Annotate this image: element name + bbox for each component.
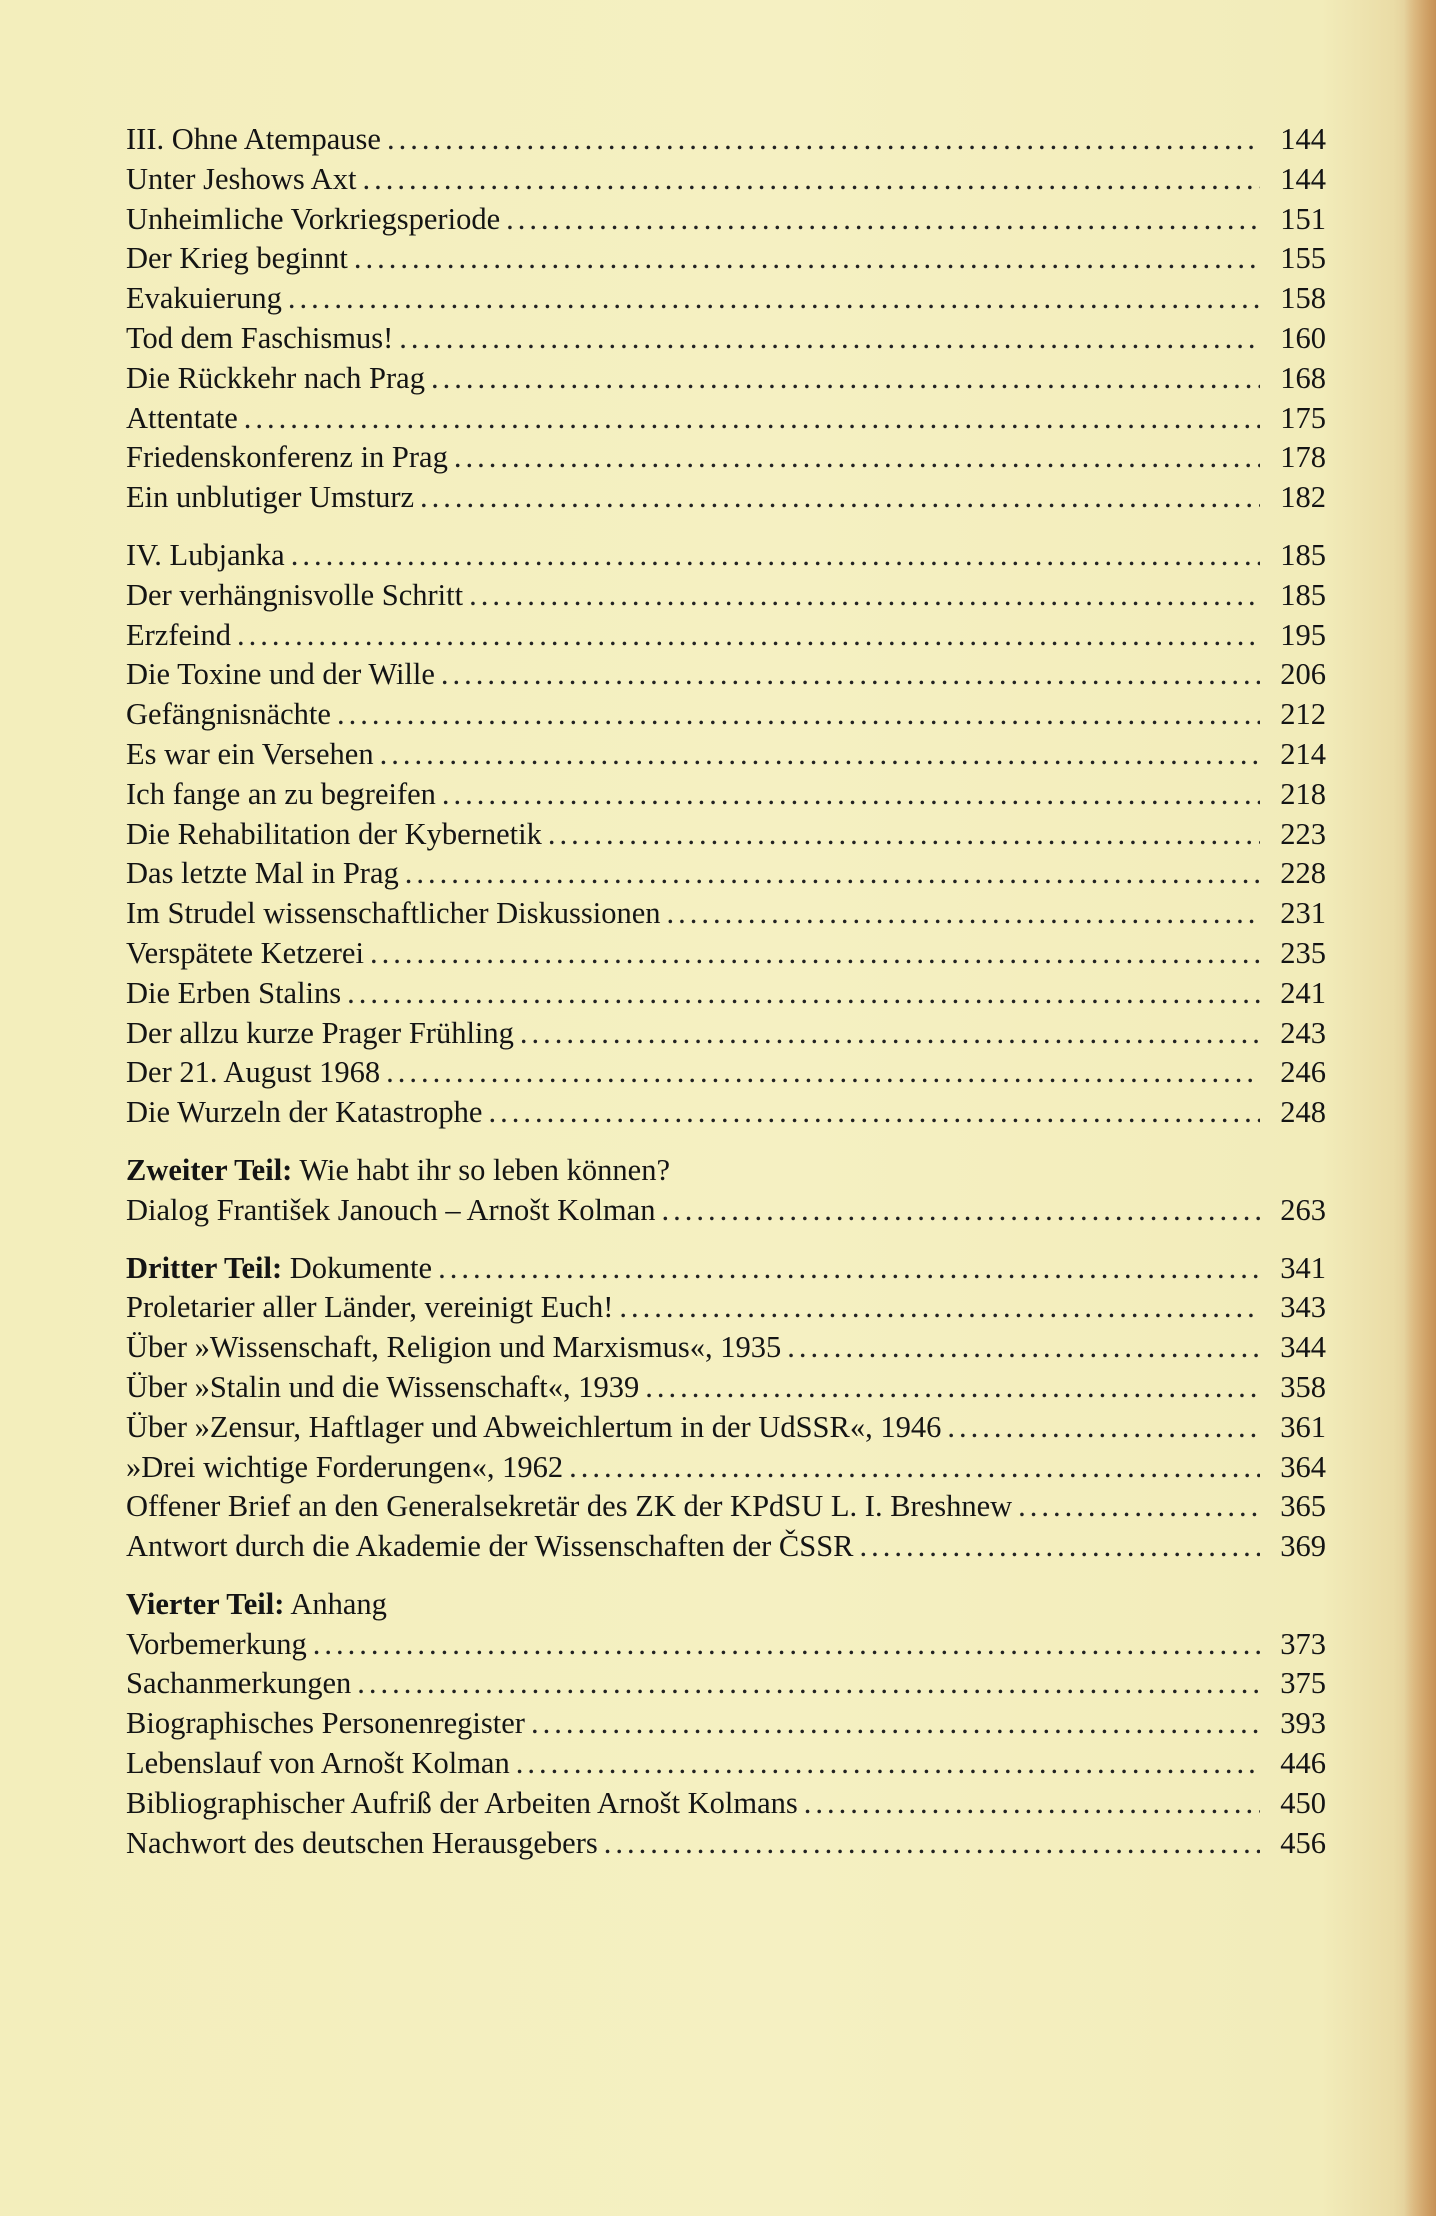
entry-text: Wie habt ihr so leben können? — [299, 1152, 670, 1187]
dot-leader — [454, 438, 1260, 478]
dot-leader — [237, 616, 1260, 656]
dot-leader — [357, 1664, 1260, 1704]
toc-entry — [126, 894, 1326, 934]
toc-entry-title — [126, 1408, 947, 1448]
toc-entry-title — [126, 1744, 516, 1784]
toc-entry — [126, 1328, 1326, 1368]
toc-entry-title — [126, 478, 420, 518]
page-number: 168 — [1280, 360, 1326, 395]
toc-entry — [126, 934, 1326, 974]
toc-entry-title — [126, 655, 441, 695]
toc-entry-title — [126, 735, 380, 775]
toc-entry-title — [126, 200, 506, 240]
page-number: 344 — [1280, 1330, 1326, 1365]
toc-entry-title — [126, 894, 667, 934]
entry-text: Das letzte Mal in Prag — [126, 856, 399, 891]
page-number: 358 — [1280, 1369, 1326, 1404]
entry-text: Es war ein Versehen — [126, 736, 374, 771]
toc-entry — [126, 1053, 1326, 1093]
entry-text: Über »Wissenschaft, Religion und Marxismus«, 1935 — [126, 1330, 782, 1365]
dot-leader — [420, 478, 1260, 518]
entry-text: Im Strudel wissenschaftlicher Diskussionen — [126, 896, 661, 931]
toc-entry — [126, 536, 1326, 576]
toc-entry-title — [126, 576, 469, 616]
page-number: 393 — [1280, 1706, 1326, 1741]
toc-entry-title — [126, 1704, 531, 1744]
toc-entry-title — [126, 536, 291, 576]
toc-entry-title — [126, 775, 442, 815]
toc-entry — [126, 1408, 1326, 1448]
page-number: 175 — [1280, 400, 1326, 435]
page-number: 248 — [1280, 1095, 1326, 1130]
page-number: 231 — [1280, 896, 1326, 931]
dot-leader — [387, 120, 1260, 160]
page-number: 158 — [1280, 281, 1326, 316]
part-label: Vierter Teil: — [126, 1586, 285, 1621]
page-number: 364 — [1280, 1449, 1326, 1484]
page-number: 246 — [1280, 1055, 1326, 1090]
toc-entry — [126, 1093, 1326, 1133]
toc-entry-title — [126, 359, 431, 399]
toc-entry-title — [126, 695, 337, 735]
page-number: 160 — [1280, 320, 1326, 355]
dot-leader — [354, 239, 1260, 279]
page-number: 369 — [1280, 1529, 1326, 1564]
entry-text: III. Ohne Atempause — [126, 122, 381, 156]
toc-entry-title — [126, 239, 354, 279]
toc-entry — [126, 200, 1326, 240]
toc-entry — [126, 120, 1326, 160]
toc-entry-title — [126, 1368, 645, 1408]
toc-entry — [126, 438, 1326, 478]
entry-text: Die Rehabilitation der Kybernetik — [126, 816, 542, 851]
page-number: 144 — [1280, 122, 1326, 156]
toc-entry — [126, 1151, 1326, 1191]
page-number: 375 — [1280, 1666, 1326, 1701]
dot-leader — [548, 815, 1260, 855]
page-number: 185 — [1280, 577, 1326, 612]
toc-entry — [126, 775, 1326, 815]
page-number: 182 — [1280, 480, 1326, 515]
toc-entry — [126, 1784, 1326, 1824]
entry-text: Bibliographischer Aufriß der Arbeiten Arnošt Kolmans — [126, 1785, 798, 1820]
page-number: 178 — [1280, 440, 1326, 475]
page-number: 228 — [1280, 856, 1326, 891]
toc-entry — [126, 1704, 1326, 1744]
page-number: 450 — [1280, 1785, 1326, 1820]
page-number: 185 — [1280, 537, 1326, 572]
entry-text: Unter Jeshows Axt — [126, 161, 357, 196]
toc-entry-title — [126, 974, 347, 1014]
toc-entry-title — [126, 815, 548, 855]
entry-text: Verspätete Ketzerei — [126, 935, 364, 970]
dot-leader — [370, 934, 1260, 974]
entry-text: Proletarier aller Länder, vereinigt Euch! — [126, 1290, 614, 1325]
toc-entry — [126, 616, 1326, 656]
entry-text: Evakuierung — [126, 281, 282, 316]
dot-leader — [469, 576, 1260, 616]
entry-text: Vorbemerkung — [126, 1626, 307, 1661]
toc-entry — [126, 1585, 1326, 1625]
entry-text: Unheimliche Vorkriegsperiode — [126, 201, 501, 236]
entry-text: Die Toxine und der Wille — [126, 657, 435, 692]
dot-leader — [506, 200, 1260, 240]
toc-entry — [126, 319, 1326, 359]
toc-entry-title — [126, 1784, 804, 1824]
page-number: 241 — [1280, 975, 1326, 1010]
dot-leader — [313, 1625, 1260, 1665]
dot-leader — [405, 854, 1260, 894]
toc-entry — [126, 359, 1326, 399]
toc-entry — [126, 1249, 1326, 1289]
entry-text: Biographisches Personenregister — [126, 1706, 525, 1741]
entry-text: Ich fange an zu begreifen — [126, 776, 436, 811]
entry-text: Der allzu kurze Prager Frühling — [126, 1015, 514, 1050]
entry-text: Lebenslauf von Arnošt Kolman — [126, 1746, 510, 1781]
toc-entry-title — [126, 160, 362, 200]
toc-entry-title — [126, 438, 454, 478]
entry-text: Nachwort des deutschen Herausgebers — [126, 1825, 598, 1860]
toc-section — [126, 536, 1326, 1133]
toc-entry-title — [126, 616, 237, 656]
toc-section — [126, 120, 1326, 518]
page-number: 263 — [1280, 1192, 1326, 1227]
toc-entry — [126, 1824, 1326, 1864]
entry-text: Tod dem Faschismus! — [126, 320, 394, 355]
toc-entry — [126, 1527, 1326, 1567]
toc-entry-title — [126, 1625, 313, 1665]
page-number: 223 — [1280, 816, 1326, 851]
toc-entry — [126, 854, 1326, 894]
toc-entry-title — [126, 1328, 787, 1368]
dot-leader — [569, 1448, 1260, 1488]
toc-entry-title — [126, 120, 387, 160]
page-number: 373 — [1280, 1626, 1326, 1661]
toc-entry — [126, 279, 1326, 319]
page-number: 151 — [1280, 201, 1326, 236]
entry-text: Dialog František Janouch – Arnošt Kolman — [126, 1192, 656, 1227]
dot-leader — [947, 1408, 1260, 1448]
page-number: 155 — [1280, 241, 1326, 276]
toc-entry — [126, 239, 1326, 279]
toc-entry — [126, 1744, 1326, 1784]
toc-entry — [126, 695, 1326, 735]
entry-text: Sachanmerkungen — [126, 1666, 352, 1701]
page-number: 144 — [1280, 161, 1326, 196]
page-number: 341 — [1280, 1250, 1326, 1285]
toc-entry — [126, 735, 1326, 775]
table-of-contents — [126, 120, 1326, 1881]
part-label: Zweiter Teil: — [126, 1152, 293, 1187]
page-number: 456 — [1280, 1825, 1326, 1860]
toc-entry-title — [126, 1151, 676, 1191]
toc-entry-title — [126, 1014, 520, 1054]
toc-entry — [126, 1625, 1326, 1665]
dot-leader — [438, 1249, 1260, 1289]
entry-text: »Drei wichtige Forderungen«, 1962 — [126, 1449, 564, 1484]
toc-entry-title — [126, 1585, 393, 1625]
entry-text: Attentate — [126, 400, 238, 435]
toc-entry-title — [126, 1093, 488, 1133]
entry-text: Anhang — [290, 1586, 387, 1621]
entry-text: Friedenskonferenz in Prag — [126, 440, 448, 475]
toc-section — [126, 1585, 1326, 1864]
dot-leader — [386, 1053, 1260, 1093]
page-number: 446 — [1280, 1746, 1326, 1781]
toc-entry — [126, 1368, 1326, 1408]
toc-entry — [126, 1191, 1326, 1231]
dot-leader — [619, 1288, 1260, 1328]
page-number: 214 — [1280, 736, 1326, 771]
page-number: 243 — [1280, 1015, 1326, 1050]
dot-leader — [291, 536, 1260, 576]
toc-entry-title — [126, 399, 244, 439]
page-number: 361 — [1280, 1409, 1326, 1444]
dot-leader — [787, 1328, 1260, 1368]
dot-leader — [804, 1784, 1260, 1824]
dot-leader — [347, 974, 1260, 1014]
toc-entry — [126, 1664, 1326, 1704]
toc-entry-title — [126, 1487, 1018, 1527]
dot-leader — [399, 319, 1260, 359]
toc-entry — [126, 655, 1326, 695]
toc-entry — [126, 1288, 1326, 1328]
toc-entry — [126, 399, 1326, 439]
entry-text: Gefängnisnächte — [126, 697, 331, 732]
page-number: 365 — [1280, 1489, 1326, 1524]
toc-entry — [126, 1448, 1326, 1488]
entry-text: Erzfeind — [126, 617, 231, 652]
dot-leader — [661, 1191, 1260, 1231]
page-number: 235 — [1280, 935, 1326, 970]
dot-leader — [441, 655, 1260, 695]
toc-entry — [126, 1487, 1326, 1527]
toc-entry-title — [126, 854, 405, 894]
page-number: 343 — [1280, 1290, 1326, 1325]
toc-entry — [126, 1014, 1326, 1054]
entry-text: Der Krieg beginnt — [126, 241, 348, 276]
entry-text: Antwort durch die Akademie der Wissenschaften der ČSSR — [126, 1529, 854, 1564]
entry-text: Über »Zensur, Haftlager und Abweichlertum in der UdSSR«, 1946 — [126, 1409, 942, 1444]
toc-entry-title — [126, 934, 370, 974]
dot-leader — [667, 894, 1260, 934]
dot-leader — [288, 279, 1260, 319]
toc-section — [126, 1151, 1326, 1231]
dot-leader — [516, 1744, 1260, 1784]
page-edge — [1404, 0, 1436, 2216]
dot-leader — [604, 1824, 1260, 1864]
entry-text: Über »Stalin und die Wissenschaft«, 1939 — [126, 1369, 640, 1404]
toc-entry — [126, 576, 1326, 616]
entry-text: Die Erben Stalins — [126, 975, 342, 1010]
entry-text: IV. Lubjanka — [126, 537, 285, 572]
toc-entry-title — [126, 279, 288, 319]
toc-entry — [126, 478, 1326, 518]
dot-leader — [442, 775, 1260, 815]
part-label: Dritter Teil: — [126, 1250, 283, 1285]
entry-text: Offener Brief an den Generalsekretär des ZK der KPdSU L. I. Breshnew — [126, 1489, 1013, 1524]
dot-leader — [520, 1014, 1260, 1054]
page-number: 206 — [1280, 657, 1326, 692]
toc-entry — [126, 815, 1326, 855]
toc-entry-title — [126, 1527, 860, 1567]
entry-text: Die Rückkehr nach Prag — [126, 360, 425, 395]
dot-leader — [362, 160, 1260, 200]
toc-entry — [126, 974, 1326, 1014]
entry-text: Ein unblutiger Umsturz — [126, 480, 415, 515]
toc-section — [126, 1249, 1326, 1567]
dot-leader — [244, 399, 1260, 439]
toc-entry-title — [126, 1824, 604, 1864]
toc-entry — [126, 160, 1326, 200]
entry-text: Der 21. August 1968 — [126, 1055, 381, 1090]
page-number: 218 — [1280, 776, 1326, 811]
entry-text: Die Wurzeln der Katastrophe — [126, 1095, 483, 1130]
dot-leader — [645, 1368, 1260, 1408]
toc-entry-title — [126, 1288, 619, 1328]
toc-entry-title — [126, 1664, 357, 1704]
toc-entry-title — [126, 319, 399, 359]
page-number: 212 — [1280, 697, 1326, 732]
dot-leader — [380, 735, 1260, 775]
dot-leader — [531, 1704, 1260, 1744]
dot-leader — [1018, 1487, 1260, 1527]
toc-entry-title — [126, 1249, 438, 1289]
dot-leader — [860, 1527, 1260, 1567]
page-number: 195 — [1280, 617, 1326, 652]
toc-entry-title — [126, 1448, 569, 1488]
dot-leader — [488, 1093, 1260, 1133]
toc-entry-title — [126, 1191, 661, 1231]
dot-leader — [337, 695, 1260, 735]
dot-leader — [431, 359, 1260, 399]
entry-text: Dokumente — [289, 1250, 433, 1285]
entry-text: Der verhängnisvolle Schritt — [126, 577, 464, 612]
toc-entry-title — [126, 1053, 386, 1093]
